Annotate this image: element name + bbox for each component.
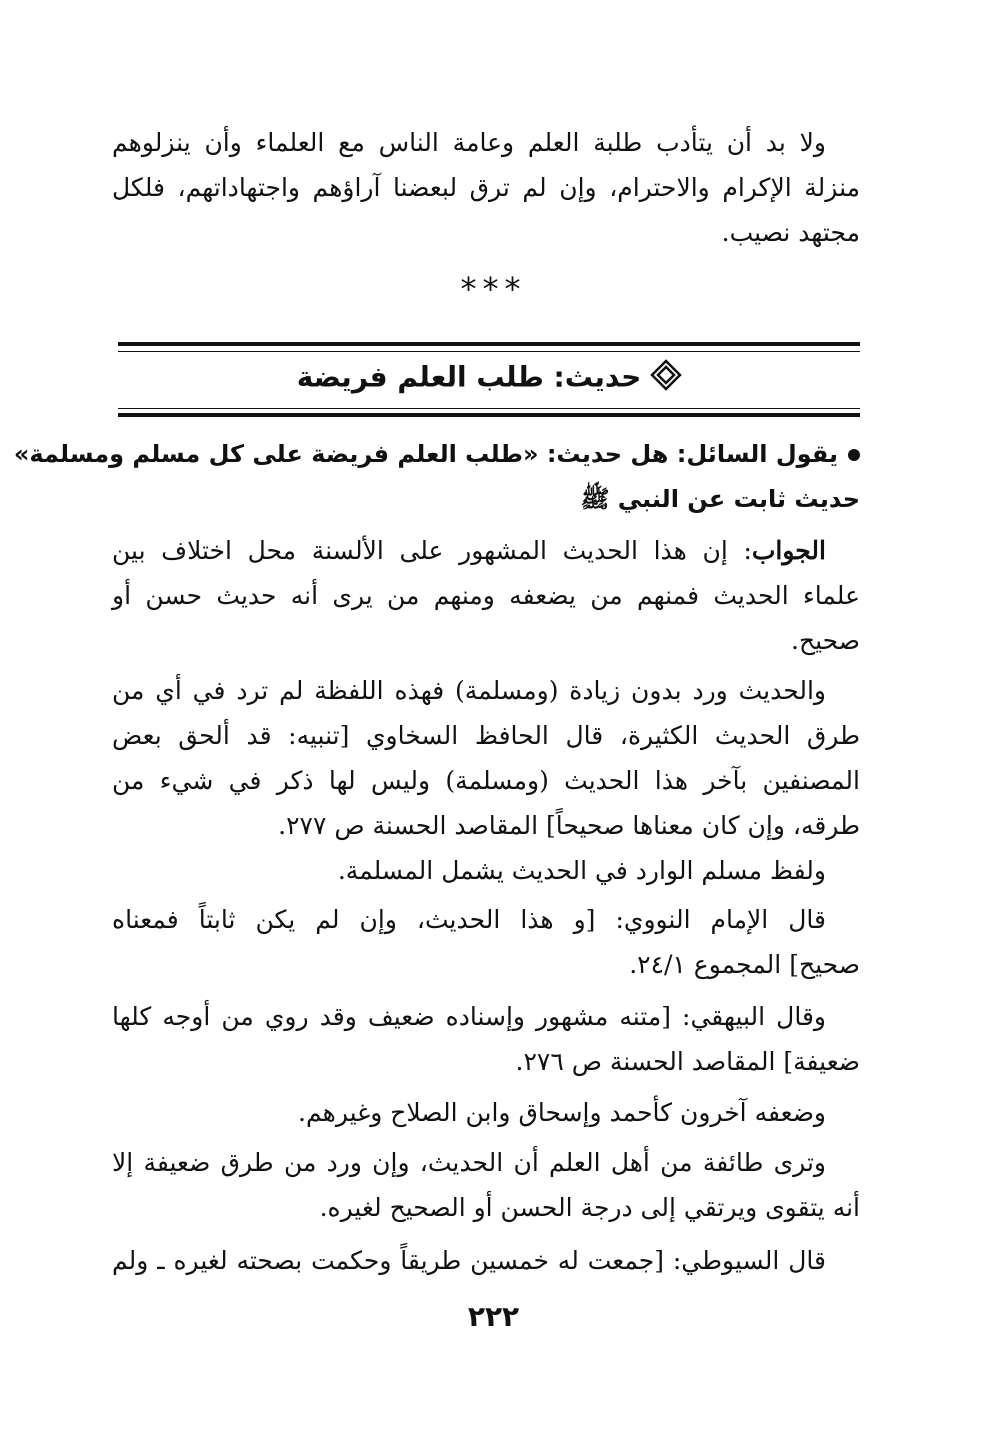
diamond-icon <box>651 360 681 397</box>
answer-line: صحيح. <box>791 626 860 655</box>
paragraph-line: طرقه، وإن كان معناها صحيحاً] المقاصد الحسنة ص ٢٧٧. <box>278 811 860 840</box>
paragraph-line: طرق الحديث الكثيرة، قال الحافظ السخاوي [تنبيه: قد ألحق بعض <box>112 721 860 750</box>
bullet-icon <box>848 449 860 461</box>
intro-line: مجتهد نصيب. <box>721 218 860 247</box>
section-heading-text: حديث: طلب العلم فريضة <box>296 360 642 394</box>
answer-paragraph <box>112 528 860 663</box>
paragraph <box>112 1140 860 1230</box>
paragraph-line: أنه يتقوى ويرتقي إلى درجة الحسن أو الصحيح لغيره. <box>319 1193 860 1222</box>
paragraph-line: ضعيفة] المقاصد الحسنة ص ٢٧٦. <box>515 1047 860 1076</box>
paragraph <box>112 1238 860 1283</box>
paragraph-line: قال السيوطي: [جمعت له خمسين طريقاً وحكمت بصحته لغيره ـ ولم <box>112 1246 826 1275</box>
answer-line: علماء الحديث فمنهم من يضعفه ومنهم من يرى أنه حديث حسن أو <box>112 581 860 610</box>
paragraph-line: وترى طائفة من أهل العلم أن الحديث، وإن ورد من طرق ضعيفة إلا <box>112 1148 826 1177</box>
paragraph-line: المصنفين بآخر هذا الحديث (ومسلمة) وليس لها ذكر في شيء من <box>112 766 860 795</box>
intro-line: منزلة الإكرام والاحترام، وإن لم ترق لبعضنا آراؤهم واجتهاداتهم، فلكل <box>112 173 860 202</box>
heading-rule-bottom-thick <box>118 413 860 417</box>
answer-text: : إن هذا الحديث المشهور على الألسنة محل اختلاف بين <box>112 536 752 565</box>
heading-rule-top-thick <box>118 342 860 346</box>
intro-line: ولا بد أن يتأدب طلبة العلم وعامة الناس مع العلماء وأن ينزلوهم <box>112 128 826 157</box>
paragraph <box>112 1090 860 1135</box>
page-number: ٢٢٢ <box>467 1300 520 1333</box>
paragraph <box>112 848 860 893</box>
question-line <box>13 432 860 477</box>
paragraph-line: صحيح] المجموع ٢٤/١. <box>629 950 860 979</box>
question-text: يقول السائل: هل حديث: «طلب العلم فريضة على كل مسلم ومسلمة» <box>13 440 838 468</box>
section-separator: *** <box>460 270 527 308</box>
heading-rule-bottom-thin <box>118 408 860 409</box>
answer-line <box>112 528 860 573</box>
answer-label: الجواب <box>751 536 826 565</box>
paragraph-line: وقال البيهقي: [متنه مشهور وإسناده ضعيف وقد روي من أوجه كلها <box>112 1002 826 1031</box>
paragraph-line: قال الإمام النووي: [و هذا الحديث، وإن لم يكن ثابتاً فمعناه <box>112 905 826 934</box>
paragraph <box>112 897 860 987</box>
question-line: حديث ثابت عن النبي ﷺ <box>580 485 860 513</box>
paragraph-line: ولفظ مسلم الوارد في الحديث يشمل المسلمة. <box>337 856 826 885</box>
heading-rule-top-thin <box>118 351 860 352</box>
paragraph <box>112 668 860 848</box>
paragraph-line: والحديث ورد بدون زيادة (ومسلمة) فهذه اللفظة لم ترد في أي من <box>112 676 826 705</box>
paragraph-line: وضعفه آخرون كأحمد وإسحاق وابن الصلاح وغيرهم. <box>298 1098 826 1127</box>
paragraph <box>112 994 860 1084</box>
section-heading <box>118 360 860 397</box>
intro-paragraph <box>112 120 860 255</box>
question-paragraph <box>13 432 860 522</box>
